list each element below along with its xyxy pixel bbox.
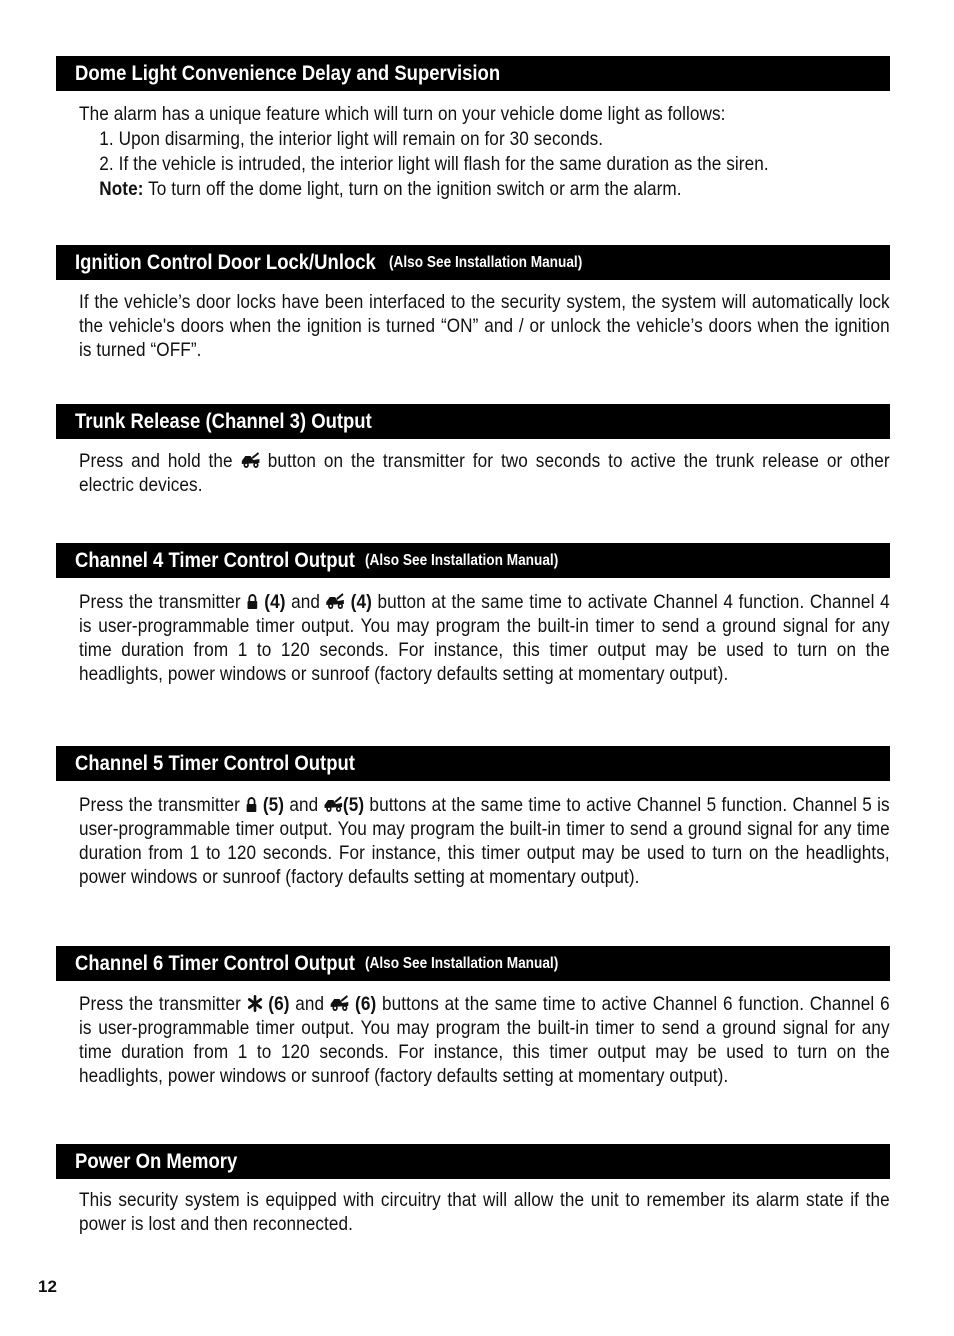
list-item: 1. Upon disarming, the interior light will remain on for 30 seconds. [99,128,604,150]
section-body [79,793,890,889]
section-channel-4 [56,543,890,686]
text-fragment: button at the same time to activate Channel 4 function. Channel 4 is user-programmable timer output. You may program the built-in timer to send a ground signal for any time duration from 1 to 120 seconds. For instance, this timer output may be used to turn on the headlights, power windows or sunroof (factory defaults setting at momentary output). [79,591,890,685]
section-title: Ignition Control Door Lock/Unlock [75,250,376,274]
text-fragment: buttons at the same time to active Channel 6 function. Channel 6 is user-programmable timer output. You may program the built-in timer to send a ground signal for any time duration from 1 to 120 seconds. For instance, this timer output may be used to turn on the headlights, power windows or sunroof (factory defaults setting at momentary output). [79,993,890,1087]
section-header [56,56,890,91]
section-dome-light [56,56,890,201]
section-title: Trunk Release (Channel 3) Output [75,409,372,433]
text-fragment: Press the transmitter [79,591,247,613]
text-fragment: Press the transmitter [79,993,247,1015]
button-number: (5) [342,794,365,816]
page-number: 12 [38,1277,57,1296]
paragraph [79,793,890,889]
note [79,177,890,201]
text-fragment: buttons at the same time to active Channel 5 function. Channel 5 is user-programmable timer output. You may program the built-in timer to send a ground signal for any time duration from 1 to 120 seconds. For instance, this timer output may be used to turn on the headlights, power windows or sunroof (factory defaults setting at momentary output). [79,794,890,888]
section-body [79,449,890,497]
button-number: (4) [345,591,372,613]
paragraph: This security system is equipped with circuitry that will allow the unit to remember its alarm state if the power is lost and then reconnected. [79,1189,890,1235]
button-number: (4) [258,591,286,613]
padlock-icon [246,593,258,610]
section-power-on-memory [56,1144,890,1236]
section-header [56,245,890,280]
paragraph [79,449,890,497]
note-label: Note: [99,178,144,200]
text-fragment: and [284,794,324,816]
car-trunk-icon [241,452,260,469]
car-trunk-icon [324,796,343,813]
section-title: Power On Memory [75,1149,238,1173]
car-trunk-icon [330,995,349,1012]
section-header [56,1144,890,1179]
section-header [56,946,890,981]
section-subtitle: (Also See Installation Manual) [365,551,559,569]
section-trunk-release [56,404,890,497]
car-trunk-icon [326,593,345,610]
list-item: 2. If the vehicle is intruded, the interior light will flash for the same duration as the siren. [99,153,769,175]
section-title: Channel 4 Timer Control Output [75,548,355,572]
button-number: (6) [262,993,290,1015]
section-body [79,290,890,362]
intro-text: The alarm has a unique feature which will turn on your vehicle dome light as follows: [79,103,726,125]
section-ignition-door-lock [56,245,890,362]
section-body [79,992,890,1088]
text-fragment: and [285,591,326,613]
section-subtitle: (Also See Installation Manual) [388,253,583,271]
paragraph [79,590,890,686]
padlock-icon [245,796,257,813]
section-header [56,543,890,578]
section-channel-6 [56,946,890,1088]
section-title: Channel 5 Timer Control Output [75,751,355,775]
text-fragment: and [289,993,330,1015]
section-header [56,746,890,781]
text-fragment: Press the transmitter [79,794,246,816]
button-number: (6) [349,993,377,1015]
asterisk-icon [247,995,263,1012]
text-fragment: Press and hold the [79,450,241,472]
paragraph [79,992,890,1088]
section-title: Dome Light Convenience Delay and Supervision [75,61,501,85]
paragraph: If the vehicle’s door locks have been interfaced to the security system, the system will automatically lock the vehicle's doors when the ignition is turned “ON” and / or unlock the vehicle’s doors when the ignition is turned “OFF”. [79,291,890,361]
note-text: To turn off the dome light, turn on the ignition switch or arm the alarm. [143,178,682,200]
section-body [79,1188,890,1236]
section-body [79,102,890,201]
section-channel-5 [56,746,890,889]
section-header [56,404,890,439]
text-fragment: button on the transmitter for two seconds to active the trunk release or other electric devices. [79,450,890,496]
section-title: Channel 6 Timer Control Output [75,951,355,975]
button-number: (5) [257,794,285,816]
section-subtitle: (Also See Installation Manual) [365,954,559,972]
section-body [79,590,890,686]
